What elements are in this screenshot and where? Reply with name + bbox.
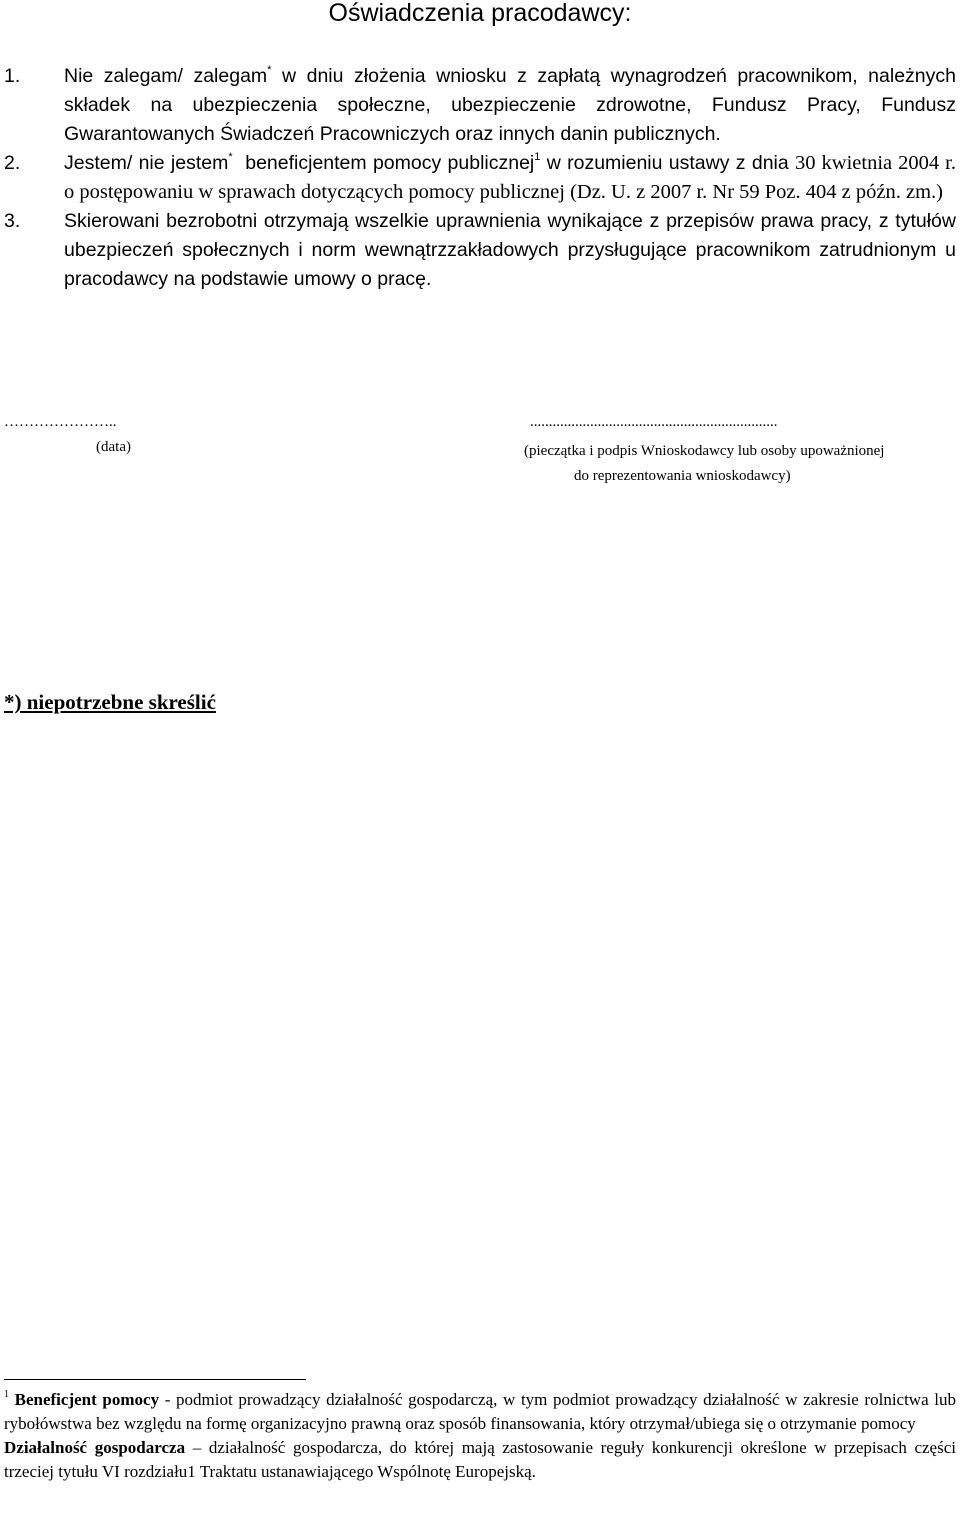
item-number: 1.	[4, 65, 21, 87]
item-text	[64, 149, 956, 207]
declaration-item-1	[4, 62, 956, 149]
stamp-signature-line: ..................................................................	[530, 414, 778, 430]
date-signature-line: …………………..	[4, 414, 117, 430]
footnotes	[4, 1388, 956, 1484]
item-text-part: w dniu złożenia wniosku z zapłatą wynagrodzeń pracownikom, należnych składek na ubezpieczenia społeczne, ubezpieczenie zdrowotne, Fundusz Pracy, Fundusz Gwarantowanych Świadczeń Pracowniczych oraz innych danin publicznych.	[64, 65, 956, 145]
stamp-label-line-2: do reprezentowania wnioskodawcy)	[574, 468, 791, 484]
footnote-definition: - podmiot prowadzący działalność gospodarczą, w tym podmiot prowadzący działalność w zakresie rolnictwa lub rybołówstwa bez względu na formę organizacyjno prawną oraz sposób finansowania, który otrzymał/ubiega się o otrzymanie pomocy	[4, 1390, 956, 1433]
item-text	[64, 62, 956, 149]
strike-note: *) niepotrzebne skreślić	[4, 690, 216, 714]
footnote-2	[4, 1436, 956, 1484]
footnote-divider	[4, 1379, 306, 1380]
item-number: 3.	[4, 210, 21, 232]
declarations-list	[4, 62, 956, 294]
asterisk-mark: *	[267, 64, 272, 76]
footnote-term: Działalność gospodarcza	[4, 1438, 186, 1457]
declaration-item-2	[4, 149, 956, 207]
asterisk-mark: *	[228, 151, 233, 163]
item-text-part: Nie zalegam/ zalegam	[64, 65, 268, 87]
footnote-definition: – działalność gospodarcza, do której mają zastosowanie reguły konkurencji określone w przepisach części trzeciej tytułu VI rozdziału1 Traktatu ustanawiającego Wspólnotę Europejską.	[4, 1438, 956, 1481]
declaration-item-3	[4, 207, 956, 294]
item-text: Skierowani bezrobotni otrzymają wszelkie uprawnienia wynikające z przepisów prawa pracy, z tytułów ubezpieczeń społecznych i norm wewnątrzzakładowych przysługujące pracownikom zatrudnionym u pracodawcy na podstawie umowy o pracę.	[64, 210, 956, 290]
page-title: Oświadczenia pracodawcy:	[328, 0, 632, 27]
item-text-part: 30 kwietnia 2004 r. o postępowaniu w sprawach dotyczących pomocy publicznej (Dz. U. z 2007 r. Nr 59 Poz. 404 z późn. zm.)	[64, 152, 956, 203]
item-text-part: beneficjentem pomocy publicznej	[232, 152, 535, 174]
date-label: (data)	[96, 439, 131, 455]
footnote-number: 1	[4, 1389, 9, 1400]
stamp-label-line-1: (pieczątka i podpis Wnioskodawcy lub osoby upoważnionej	[524, 443, 885, 459]
stamp-signature-label	[524, 439, 884, 489]
footnote-term: Beneficjent pomocy	[14, 1390, 160, 1409]
item-number: 2.	[4, 152, 21, 174]
item-text-part: w rozumieniu ustawy z dnia	[540, 152, 796, 174]
item-text-part: Jestem/ nie jestem	[64, 152, 229, 174]
footnote-ref: 1	[534, 151, 541, 163]
footnote-1	[4, 1388, 956, 1436]
